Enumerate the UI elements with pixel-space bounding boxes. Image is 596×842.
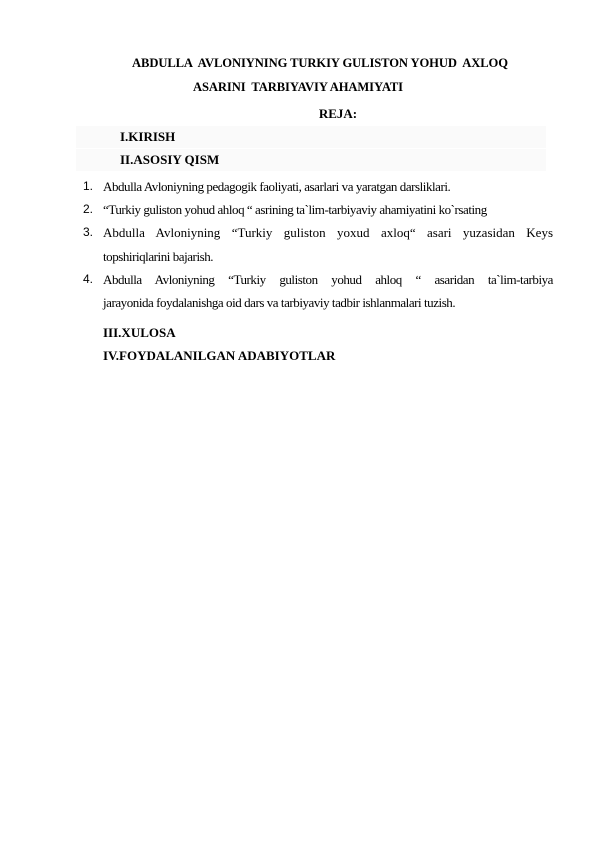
plan-heading: REJA: bbox=[318, 106, 358, 121]
list-item-text bbox=[103, 221, 553, 267]
list-item-line: Abdulla Avloniyning pedagogik faoliyati, asarlari va yaratgan darsliklari. bbox=[103, 179, 451, 194]
list-item-number: 2. bbox=[83, 202, 94, 217]
list-item bbox=[83, 268, 553, 314]
list-item bbox=[83, 198, 553, 221]
list-item-number: 1. bbox=[83, 179, 94, 193]
list-item-text bbox=[103, 268, 553, 314]
list-item-line: “Turkiy guliston yohud ahloq “ asrining ta`lim-tarbiyaviy ahamiyatini ko`rsating bbox=[103, 202, 487, 218]
section-introduction: I.KIRISH bbox=[120, 129, 176, 144]
list-item-line: topshiriqlarini bajarish. bbox=[103, 248, 214, 264]
document-title-line-2: ASARINI TARBIYAVIY AHAMIYATI bbox=[193, 80, 403, 94]
list-item-line: Abdulla Avloniyning “Turkiy guliston yohud ahloq “ asaridan ta`lim-tarbiya bbox=[103, 271, 553, 287]
list-item-number: 4. bbox=[83, 271, 94, 286]
section-main-part: II.ASOSIY QISM bbox=[120, 152, 220, 167]
list-item-line: jarayonida foydalanishga oid dars va tarbiyaviy tadbir ishlanmalari tuzish. bbox=[103, 295, 456, 311]
list-item-number: 3. bbox=[83, 225, 94, 240]
document-title-line-1: ABDULLA AVLONIYNING TURKIY GULISTON YOHUD AXLOQ bbox=[132, 56, 508, 70]
list-item-text bbox=[103, 175, 553, 198]
section-conclusion: III.XULOSA bbox=[103, 325, 176, 340]
plan-list bbox=[83, 175, 553, 314]
list-item bbox=[83, 175, 553, 198]
list-item bbox=[83, 221, 553, 267]
list-item-line: Abdulla Avloniyning “Turkiy guliston yoxud axloq“ asari yuzasidan Keys bbox=[103, 225, 553, 241]
list-item-text bbox=[103, 198, 553, 221]
section-references: IV.FOYDALANILGAN ADABIYOTLAR bbox=[103, 348, 336, 363]
